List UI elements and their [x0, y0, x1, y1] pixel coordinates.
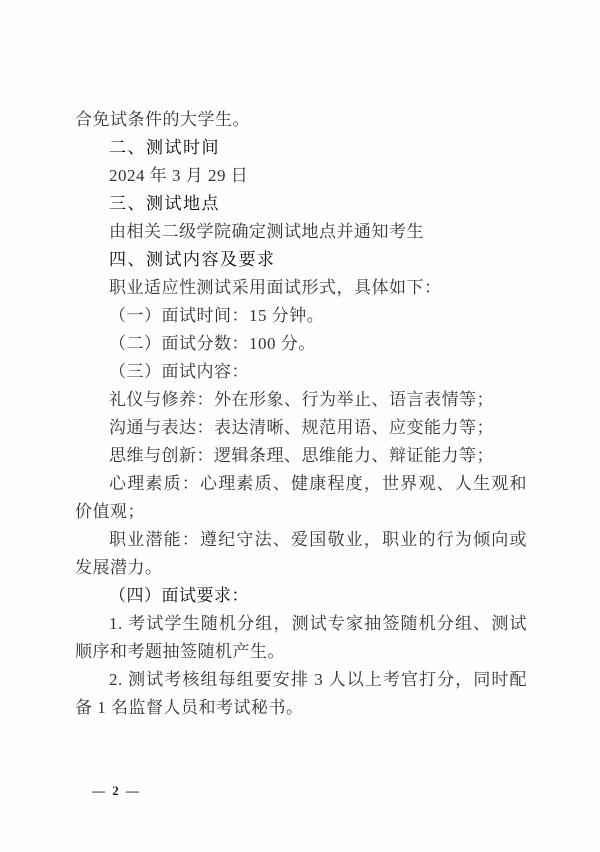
- document-content: [75, 106, 527, 722]
- interview-requirements-heading: （四）面试要求：: [109, 586, 249, 605]
- section-test-content-heading: 四、测试内容及要求: [109, 250, 276, 269]
- test-location-paragraph: 由相关二级学院确定测试地点并通知考生: [109, 222, 424, 241]
- test-content-intro-paragraph: 职业适应性测试采用面试形式，具体如下：: [109, 278, 442, 297]
- trait-psychology-paragraph: 心理素质：心理素质、健康程度，世界观、人生观和价值观；: [75, 474, 527, 521]
- section-test-location-heading: 三、测试地点: [109, 194, 220, 213]
- interview-content-item: （三）面试内容：: [109, 362, 249, 381]
- trait-thinking-paragraph: 思维与创新：逻辑条理、思维能力、辩证能力等；: [109, 446, 494, 465]
- page-number: — 2 —: [92, 783, 141, 798]
- trait-etiquette-paragraph: 礼仪与修养：外在形象、行为举止、语言表情等；: [109, 390, 494, 409]
- section-test-time-heading: 二、测试时间: [109, 138, 220, 157]
- continuation-paragraph: 合免试条件的大学生。: [75, 110, 250, 129]
- trait-communication-paragraph: 沟通与表达：表达清晰、规范用语、应变能力等；: [109, 418, 494, 437]
- test-date-paragraph: 2024 年 3 月 29 日: [109, 166, 249, 185]
- requirement-examiners-paragraph: 2. 测试考核组每组要安排 3 人以上考官打分，同时配备 1 名监督人员和考试秘书。: [75, 670, 527, 717]
- interview-score-item: （二）面试分数：100 分。: [109, 334, 316, 353]
- interview-time-item: （一）面试时间：15 分钟。: [109, 306, 325, 325]
- requirement-grouping-paragraph: 1. 考试学生随机分组，测试专家抽签随机分组、测试顺序和考题抽签随机产生。: [75, 614, 527, 661]
- trait-potential-paragraph: 职业潜能：遵纪守法、爱国敬业，职业的行为倾向或发展潜力。: [75, 530, 527, 577]
